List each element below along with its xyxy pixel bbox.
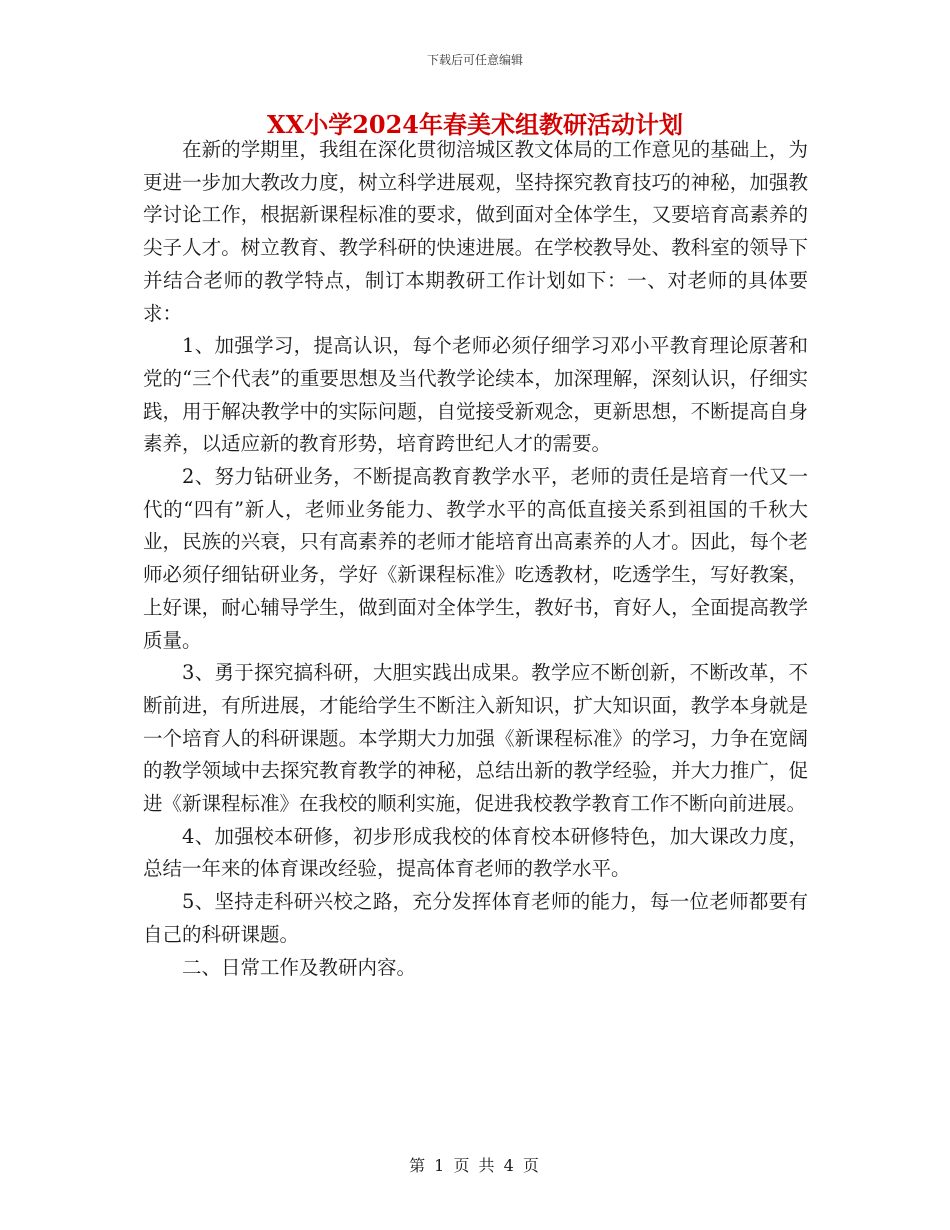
paragraph-item-5: 5、坚持走科研兴校之路，充分发挥体育老师的能力，每一位老师都要有自己的科研课题。 (143, 890, 808, 946)
section-heading-2: 二、日常工作及教研内容。 (182, 955, 417, 979)
document-body (143, 134, 808, 984)
paragraph-item-1: 1、加强学习，提高认识，每个老师必须仔细学习邓小平教育理论原著和党的“三个代表”的重要思想及当代教学论续本，加深理解，深刻认识，仔细实践，用于解决教学中的实际问题，自觉接受新观念，更新思想，不断提高自身素养，以适应新的教育形势，培育跨世纪人才的需要。 (143, 334, 808, 456)
paragraph-item-3: 3、勇于探究搞科研，大胆实践出成果。教学应不断创新，不断改革，不断前进，有所进展，才能给学生不断注入新知识，扩大知识面，教学本身就是一个培育人的科研课题。本学期大力加强《新课程标准》的学习，力争在宽阔的教学领域中去探究教育教学的神秘，总结出新的教学经验，并大力推广，促进《新课程标准》在我校的顺利实施，促进我校教学教育工作不断向前进展。 (143, 661, 808, 816)
paragraph-item-4: 4、加强校本研修，初步形成我校的体育校本研修特色，加大课改力度，总结一年来的体育课改经验，提高体育老师的教学水平。 (143, 824, 808, 881)
page-number: 第 1 页 共 4 页 (409, 1156, 541, 1175)
paragraph-item-2: 2、努力钻研业务，不断提高教育教学水平，老师的责任是培育一代又一代的“四有”新人，老师业务能力、教学水平的高低直接关系到祖国的千秋大业，民族的兴衰，只有高素养的老师才能培育出高素养的人才。因此，每个老师必须仔细钻研业务，学好《新课程标准》吃透教材，吃透学生，写好教案，上好课，耐心辅导学生，做到面对全体学生，教好书，育好人，全面提高教学质量。 (143, 465, 808, 652)
paragraph-intro: 在新的学期里，我组在深化贯彻涪城区教文体局的工作意见的基础上，为更进一步加大教改力度，树立科学进展观，坚持探究教育技巧的神秘，加强教学讨论工作，根据新课程标准的要求，做到面对全体学生，又要培育高素养的尖子人才。树立教育、教学科研的快速进展。在学校教导处、教科室的领导下并结合老师的教学特点，制订本期教研工作计划如下：一、对老师的具体要求： (143, 138, 808, 325)
document-title: XX小学2024年春美术组教研活动计划 (266, 110, 684, 139)
page-header-note: 下载后可任意编辑 (426, 53, 523, 67)
